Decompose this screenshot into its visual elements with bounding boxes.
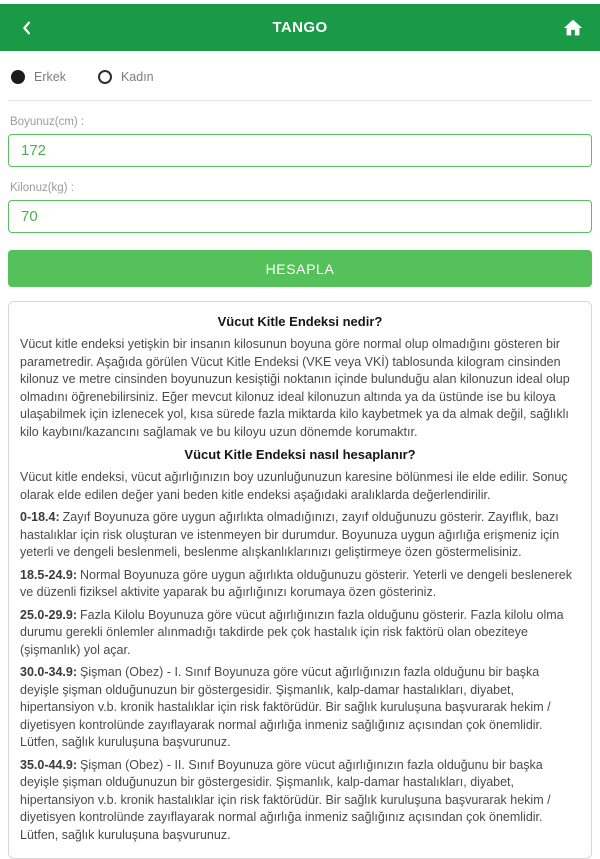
radio-erkek-label: Erkek [34, 70, 66, 84]
radio-erkek[interactable] [11, 70, 66, 84]
chevron-left-icon [18, 19, 36, 37]
bmi-range-text: Şişman (Obez) - II. Sınıf Boyunuza göre vücut ağırlığınızın fazla olduğunu bir başka deyişle şişman olduğunuzun bir göstergesidir. Şişmanlık, kalp-damar hastalıkları, diyabet, hipertansiyon v.b. kronik hastalıklar için risk faktörüdür. Bir sağlık kuruluşuna başvurarak hekim / diyetisyen kontrolünde zayıflayarak normal ağırlığa inmeniz sağlığınız açısından çok önemlidir. Lütfen, sağlık kuruluşuna başvurunuz. [20, 757, 551, 842]
info-paragraph-how-calculated: Vücut kitle endeksi, vücut ağırlığınızın boy uzunluğunuzun karesine bölünmesi ile elde edilir. Sonuç olarak elde edilen değer yani beden kitle endeksi aşağıdaki aralıklarda değerlendirilir. [20, 470, 568, 502]
bmi-range-text: Şişman (Obez) - I. Sınıf Boyunuza göre vücut ağırlığınızın fazla olduğunu bir başka deyişle şişman olduğunuzun bir göstergesidir. Şişmanlık, kalp-damar hastalıkları, diyabet, hipertansiyon v.b. kronik hastalıklar için risk faktörüdür. Bir sağlık kuruluşuna başvurarak hekim / diyetisyen kontrolünde zayıflayarak normal ağırlığa inmeniz sağlığınız açısından çok önemlidir. Lütfen, sağlık kuruluşuna başvurunuz. [20, 665, 551, 749]
bmi-range-text: Normal Boyunuza göre uygun ağırlıkta olduğunuzu gösterir. Yeterli ve dengeli beslenerek ve düzenli fiziksel aktivite yaparak bu ağırlığınızı korumaya özen gösteriniz. [20, 567, 572, 599]
bmi-range-normal [20, 567, 580, 602]
home-icon [562, 17, 584, 39]
main-content [0, 66, 600, 859]
radio-selected-icon[interactable] [11, 70, 25, 84]
bmi-range-value: 35.0-44.9: [20, 757, 77, 772]
radio-kadin[interactable] [98, 70, 154, 84]
app-header [0, 4, 600, 51]
bmi-range-value: 0-18.4: [20, 510, 60, 524]
radio-unselected-icon[interactable] [98, 70, 112, 84]
page-title: TANGO [272, 19, 328, 36]
home-button[interactable] [560, 15, 586, 41]
bmi-range-obese-2 [20, 757, 580, 845]
bmi-range-value: 30.0-34.9: [20, 665, 77, 679]
info-heading-what-is-bmi: Vücut Kitle Endeksi nedir? [217, 314, 383, 329]
height-field-label: Boyunuz(cm) : [10, 116, 85, 128]
back-button[interactable] [14, 15, 40, 41]
bmi-range-obese-1 [20, 664, 580, 752]
weight-field-label: Kilonuz(kg) : [10, 182, 74, 194]
gender-radio-group [11, 66, 592, 88]
bmi-info-panel [8, 301, 592, 859]
info-heading-how-calculated: Vücut Kitle Endeksi nasıl hesaplanır? [184, 447, 416, 462]
info-paragraph-what-is-bmi: Vücut kitle endeksi yetişkin bir insanın kilosunun boyuna göre normal olup olmadığını gösteren bir parametredir. Aşağıda görülen Vücut Kitle Endeksi (VKE veya VKİ) tablosunda kilogram cinsinden kilonuz ve metre cinsinden boyunuzun kesiştiği noktanın içinde bulunduğu alan kilonuzun ideal olup olmadını öğrenebilirsiniz. Eğer mevcut kilonuz ideal kilonuzun altında ya da üstünde ise bu kiloya ulaşabilmek için izlenecek yol, kısa sürede fazla miktarda kilo kaybetmek ya da almak değil, sağlıklı kilo kaybını/kazancını sağlamak ve bu kiloyu uzun dönemde korumaktır. [20, 337, 570, 439]
bmi-range-overweight [20, 607, 580, 660]
bmi-range-value: 18.5-24.9: [20, 567, 77, 582]
height-input[interactable] [8, 134, 592, 167]
radio-kadin-label: Kadın [120, 70, 154, 84]
bmi-range-text: Zayıf Boyunuza göre uygun ağırlıkta olmadığınızı, zayıf olduğunuzu gösterir. Zayıflık, bazı hastalıklar için risk oluşturan ve istenmeyen bir durumdur. Boyunuza uygun ağırlığa erişmeniz için yeterli ve dengeli beslenmeli, beslenme alışkanlıklarınızı geliştirmeye özen göstermelisiniz. [20, 510, 560, 559]
calculate-button[interactable]: HESAPLA [8, 250, 592, 287]
divider [8, 100, 592, 101]
bmi-range-value: 25.0-29.9: [20, 607, 77, 622]
bmi-range-text: Fazla Kilolu Boyunuza göre vücut ağırlığınızın fazla olduğunu gösterir. Fazla kilolu olma durumu gerekli önlemler alınmadığı takdirde pek çok hastalık için risk faktörü olan obeziteye (şişmanlık) yol açar. [20, 607, 564, 657]
weight-input[interactable] [8, 200, 592, 233]
bmi-range-underweight [20, 509, 580, 562]
